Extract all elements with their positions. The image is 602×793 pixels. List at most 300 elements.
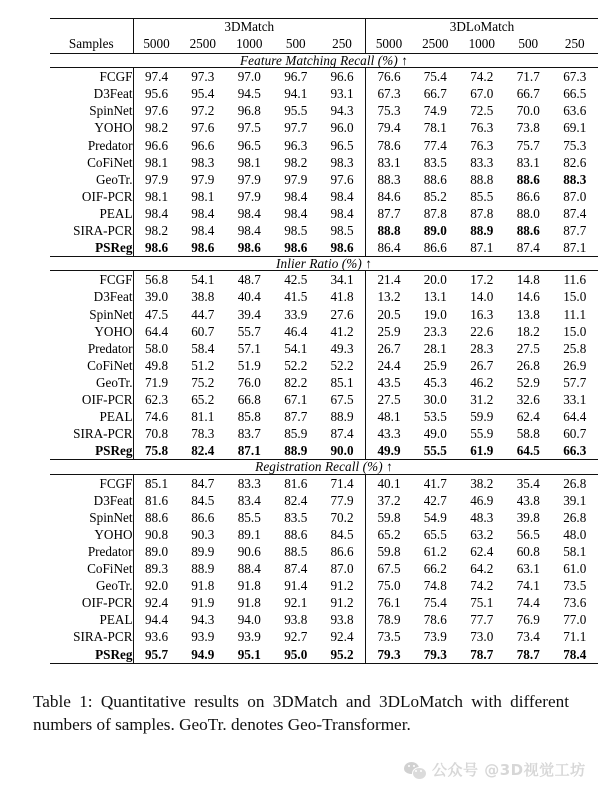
cell-value: 91.9 [191,595,215,611]
row-label-sira-pcr: SIRA-PCR [73,222,133,238]
cell-value: 97.9 [191,171,215,187]
cell-value: 48.1 [366,408,413,425]
cell-value: 84.5 [191,492,215,508]
cell-value: 18.2 [516,323,540,339]
cell-value: 91.4 [284,578,308,594]
cell-value: 96.0 [330,120,354,136]
cell-value: 60.7 [563,426,587,442]
cell-value: 75.4 [423,595,447,611]
cell-value: 89.1 [237,526,261,542]
cell-value: 25.8 [563,340,587,356]
cell-value: 85.1 [133,475,180,492]
table-row [50,306,598,323]
cell-value: 67.5 [330,392,354,408]
cell-value: 46.2 [470,374,494,390]
cell-value: 67.0 [470,86,494,102]
cell-value: 85.5 [237,509,261,525]
cell-value: 91.8 [237,595,261,611]
cell-value: 97.6 [191,120,215,136]
cell-value: 62.4 [470,543,494,559]
cell-value: 98.2 [133,119,180,136]
cell-value: 88.9 [330,409,354,425]
cell-value: 78.6 [366,137,413,154]
cell-value: 43.5 [366,374,413,391]
cell-value: 65.2 [366,526,413,543]
table-row [50,646,598,664]
cell-value: 94.4 [133,611,180,628]
column-header-3dlomatch-500: 500 [518,36,539,52]
cell-value: 77.0 [563,612,587,628]
cell-value: 87.1 [470,240,494,256]
group-header-row [50,19,598,35]
cell-value: 94.5 [237,86,261,102]
cell-value: 76.6 [366,68,413,85]
cell-value: 58.4 [191,340,215,356]
cell-value: 94.3 [191,612,215,628]
cell-value: 98.1 [133,154,180,171]
cell-value: 42.7 [423,492,447,508]
results-table-container [50,18,598,664]
cell-value: 93.6 [133,629,180,646]
cell-value: 51.2 [191,357,215,373]
cell-value: 81.6 [284,475,308,491]
cell-value: 78.3 [191,426,215,442]
cell-value: 87.7 [284,409,308,425]
cell-value: 86.4 [366,239,413,257]
cell-value: 65.5 [423,526,447,542]
column-header-3dmatch-5000: 5000 [133,35,180,54]
table-row [50,594,598,611]
cell-value: 96.6 [330,69,354,85]
cell-value: 88.6 [516,222,540,238]
cell-value: 55.9 [470,426,494,442]
row-label-fcgf: FCGF [99,475,133,491]
row-label-predator: Predator [87,543,133,559]
cell-value: 85.2 [423,188,447,204]
column-header-3dlomatch-2500: 2500 [422,36,449,52]
cell-value: 88.3 [366,171,413,188]
row-label-yoho: YOHO [94,526,133,542]
row-label-cofinet: CoFiNet [87,561,133,577]
cell-value: 78.7 [516,646,540,662]
cell-value: 93.9 [191,629,215,645]
cell-value: 26.8 [563,509,587,525]
group-header-3dlomatch: 3DLoMatch [366,19,599,35]
cell-value: 87.7 [563,222,587,238]
cell-value: 62.4 [516,409,540,425]
cell-value: 98.4 [191,205,215,221]
cell-value: 66.3 [563,443,587,459]
cell-value: 85.5 [470,188,494,204]
cell-value: 13.2 [366,289,413,306]
section-title: Registration Recall (%) ↑ [255,459,393,475]
cell-value: 20.0 [423,272,447,288]
cell-value: 87.7 [366,205,413,222]
cell-value: 54.1 [284,340,308,356]
table-row [50,289,598,306]
cell-value: 96.7 [284,69,308,85]
cell-value: 41.5 [284,289,308,305]
table-row [50,629,598,646]
cell-value: 98.4 [330,188,354,204]
cell-value: 35.4 [516,475,540,491]
header-corner-blank [50,19,133,35]
section-title-row [50,460,598,474]
row-label-spinnet: SpinNet [89,103,133,119]
cell-value: 75.4 [423,69,447,85]
cell-value: 87.8 [423,205,447,221]
row-label-fcgf: FCGF [99,272,133,288]
cell-value: 74.2 [470,578,494,594]
cell-value: 89.0 [133,543,180,560]
row-label-oif-pcr: OIF-PCR [81,595,133,611]
cell-value: 39.0 [133,289,180,306]
row-label-yoho: YOHO [94,120,133,136]
column-header-3dlomatch-1000: 1000 [468,36,495,52]
cell-value: 97.9 [133,171,180,188]
cell-value: 97.2 [191,103,215,119]
cell-value: 98.4 [284,205,308,221]
column-header-3dlomatch-5000: 5000 [366,35,413,54]
table-row [50,408,598,425]
cell-value: 11.1 [563,306,587,322]
cell-value: 61.0 [563,561,587,577]
row-label-cofinet: CoFiNet [87,357,133,373]
cell-value: 48.3 [470,509,494,525]
cell-value: 43.8 [516,492,540,508]
cell-value: 87.4 [330,426,354,442]
cell-value: 98.6 [330,240,354,256]
table-row [50,239,598,257]
row-label-geotr: GeoTr. [95,374,133,390]
cell-value: 93.9 [237,629,261,645]
cell-value: 64.2 [470,561,494,577]
cell-value: 14.0 [470,289,494,305]
cell-value: 46.9 [470,492,494,508]
cell-value: 17.2 [470,272,494,288]
cell-value: 98.4 [284,188,308,204]
cell-value: 95.7 [133,646,180,664]
table-row [50,374,598,391]
cell-value: 84.5 [330,526,354,542]
cell-value: 93.8 [330,612,354,628]
cell-value: 75.1 [470,595,494,611]
cell-value: 95.4 [191,86,215,102]
table-row [50,85,598,102]
cell-value: 63.6 [563,103,587,119]
table-row [50,119,598,136]
cell-value: 97.6 [330,171,354,187]
cell-value: 78.4 [563,646,587,662]
cell-value: 90.8 [133,526,180,543]
section-title-row [50,257,598,271]
table-row [50,526,598,543]
cell-value: 19.0 [423,306,447,322]
cell-value: 78.1 [423,120,447,136]
column-header-3dlomatch-250: 250 [564,36,585,52]
cell-value: 63.2 [470,526,494,542]
cell-value: 64.4 [563,409,587,425]
cell-value: 27.5 [516,340,540,356]
cell-value: 98.6 [237,240,261,256]
cell-value: 96.5 [237,137,261,153]
table-row [50,323,598,340]
cell-value: 25.9 [366,323,413,340]
cell-value: 27.5 [366,391,413,408]
cell-value: 57.7 [563,374,587,390]
cell-value: 88.8 [470,171,494,187]
cell-value: 96.6 [191,137,215,153]
row-label-predator: Predator [87,340,133,356]
cell-value: 77.4 [423,137,447,153]
cell-value: 67.3 [563,69,587,85]
cell-value: 85.9 [284,426,308,442]
cell-value: 94.3 [330,103,354,119]
cell-value: 76.0 [237,374,261,390]
cell-value: 98.4 [330,205,354,221]
cell-value: 40.4 [237,289,261,305]
cell-value: 89.3 [133,560,180,577]
cell-value: 97.7 [284,120,308,136]
table-row [50,222,598,239]
cell-value: 90.3 [191,526,215,542]
cell-value: 75.8 [133,442,180,460]
row-label-sira-pcr: SIRA-PCR [73,426,133,442]
cell-value: 52.2 [330,357,354,373]
row-label-geotr: GeoTr. [95,578,133,594]
cell-value: 41.2 [330,323,354,339]
cell-value: 42.5 [284,272,308,288]
cell-value: 26.8 [563,475,587,491]
table-row [50,357,598,374]
cell-value: 75.3 [366,102,413,119]
cell-value: 11.6 [563,272,587,288]
table-row [50,205,598,222]
cell-value: 30.0 [423,392,447,408]
cell-value: 79.4 [366,119,413,136]
cell-value: 96.3 [284,137,308,153]
watermark-text: 公众号 @3D视觉工坊 [432,761,586,779]
row-label-d3feat: D3Feat [93,86,133,102]
cell-value: 26.7 [366,340,413,357]
cell-value: 21.4 [366,271,413,288]
cell-value: 49.3 [330,340,354,356]
cell-value: 26.7 [470,357,494,373]
table-row [50,154,598,171]
cell-value: 87.4 [563,205,587,221]
table-row [50,475,598,492]
cell-value: 71.7 [516,69,540,85]
cell-value: 74.4 [516,595,540,611]
cell-value: 92.7 [284,629,308,645]
cell-value: 71.9 [133,374,180,391]
cell-value: 93.1 [330,86,354,102]
cell-value: 73.9 [423,629,447,645]
cell-value: 94.1 [284,86,308,102]
cell-value: 20.5 [366,306,413,323]
cell-value: 13.8 [516,306,540,322]
table-rule-bottom [50,663,598,664]
cell-value: 47.5 [133,306,180,323]
cell-value: 58.0 [133,340,180,357]
cell-value: 76.3 [470,120,494,136]
cell-value: 85.8 [237,409,261,425]
cell-value: 62.3 [133,391,180,408]
cell-value: 51.9 [237,357,261,373]
cell-value: 86.6 [516,188,540,204]
cell-value: 73.0 [470,629,494,645]
cell-value: 54.1 [191,272,215,288]
cell-value: 85.1 [330,374,354,390]
cell-value: 74.2 [470,69,494,85]
cell-value: 98.4 [237,222,261,238]
cell-value: 74.8 [423,578,447,594]
cell-value: 74.9 [423,103,447,119]
cell-value: 87.0 [330,561,354,577]
cell-value: 38.8 [191,289,215,305]
cell-value: 88.5 [284,543,308,559]
table-row [50,543,598,560]
cell-value: 66.8 [237,392,261,408]
cell-value: 88.9 [191,561,215,577]
cell-value: 82.6 [563,154,587,170]
cell-value: 96.8 [237,103,261,119]
cell-value: 40.1 [366,475,413,492]
cell-value: 95.6 [133,85,180,102]
cell-value: 88.6 [423,171,447,187]
column-header-3dmatch-250: 250 [332,36,352,52]
cell-value: 59.8 [366,543,413,560]
table-row [50,442,598,460]
cell-value: 88.0 [516,205,540,221]
cell-value: 94.0 [237,612,261,628]
row-label-oif-pcr: OIF-PCR [81,188,133,204]
cell-value: 52.2 [284,357,308,373]
table-row [50,425,598,442]
cell-value: 74.1 [516,578,540,594]
cell-value: 60.8 [516,543,540,559]
cell-value: 95.0 [284,646,308,662]
cell-value: 98.3 [330,154,354,170]
row-label-psreg: PSReg [95,443,133,459]
cell-value: 82.2 [284,374,308,390]
cell-value: 25.9 [423,357,447,373]
cell-value: 74.6 [133,408,180,425]
cell-value: 38.2 [470,475,494,491]
cell-value: 73.5 [366,629,413,646]
cell-value: 98.1 [191,188,215,204]
cell-value: 67.1 [284,392,308,408]
cell-value: 55.7 [237,323,261,339]
cell-value: 75.7 [516,137,540,153]
cell-value: 81.6 [133,492,180,509]
cell-value: 87.4 [284,561,308,577]
cell-value: 97.0 [237,69,261,85]
cell-value: 78.6 [423,612,447,628]
table-row [50,577,598,594]
group-header-3dmatch: 3DMatch [133,19,366,35]
row-label-peal: PEAL [99,409,133,425]
cell-value: 49.8 [133,357,180,374]
cell-value: 55.5 [423,443,447,459]
row-label-oif-pcr: OIF-PCR [81,392,133,408]
cell-value: 64.5 [516,443,540,459]
row-label-predator: Predator [87,137,133,153]
cell-value: 88.6 [133,509,180,526]
cell-value: 95.1 [237,646,261,662]
cell-value: 75.3 [563,137,587,153]
cell-value: 98.4 [237,205,261,221]
cell-value: 76.1 [366,594,413,611]
section-title-row [50,54,598,68]
cell-value: 83.7 [237,426,261,442]
cell-value: 44.7 [191,306,215,322]
row-label-cofinet: CoFiNet [87,154,133,170]
row-label-peal: PEAL [99,612,133,628]
cell-value: 83.4 [237,492,261,508]
row-label-psreg: PSReg [95,240,133,256]
cell-value: 90.0 [330,443,354,459]
cell-value: 77.9 [330,492,354,508]
cell-value: 88.9 [470,222,494,238]
cell-value: 65.2 [191,392,215,408]
cell-value: 61.9 [470,443,494,459]
row-label-sira-pcr: SIRA-PCR [73,629,133,645]
cell-value: 92.1 [284,595,308,611]
cell-value: 94.9 [191,646,215,662]
cell-value: 60.7 [191,323,215,339]
cell-value: 97.4 [133,68,180,85]
cell-value: 78.7 [470,646,494,662]
table-row [50,271,598,288]
cell-value: 83.3 [237,475,261,491]
cell-value: 37.2 [366,492,413,509]
cell-value: 26.9 [563,357,587,373]
cell-value: 41.8 [330,289,354,305]
column-header-3dmatch-500: 500 [285,36,306,52]
cell-value: 79.3 [423,646,447,662]
cell-value: 83.3 [470,154,494,170]
cell-value: 59.9 [470,409,494,425]
cell-value: 86.6 [191,509,215,525]
cell-value: 73.6 [563,595,587,611]
cell-value: 53.5 [423,409,447,425]
section-title: Inlier Ratio (%) ↑ [276,256,372,272]
cell-value: 89.9 [191,543,215,559]
cell-value: 88.9 [284,443,308,459]
cell-value: 89.0 [423,222,447,238]
table-row [50,102,598,119]
row-label-psreg: PSReg [95,646,133,662]
table-caption: Table 1: Quantitative results on 3DMatch and 3DLoMatch with different numbers of samples. GeoTr. denotes Geo-Transformer. [33,692,569,735]
cell-value: 82.4 [284,492,308,508]
cell-value: 14.8 [516,272,540,288]
cell-value: 77.7 [470,612,494,628]
cell-value: 48.7 [237,272,261,288]
cell-value: 14.6 [516,289,540,305]
column-header-row [50,35,598,54]
cell-value: 91.2 [330,578,354,594]
cell-value: 39.1 [563,492,587,508]
cell-value: 56.8 [133,271,180,288]
cell-value: 49.0 [423,426,447,442]
cell-value: 43.3 [366,425,413,442]
cell-value: 87.1 [237,443,261,459]
cell-value: 88.6 [516,171,540,187]
table-row [50,560,598,577]
row-label-spinnet: SpinNet [89,306,133,322]
cell-value: 32.6 [516,392,540,408]
